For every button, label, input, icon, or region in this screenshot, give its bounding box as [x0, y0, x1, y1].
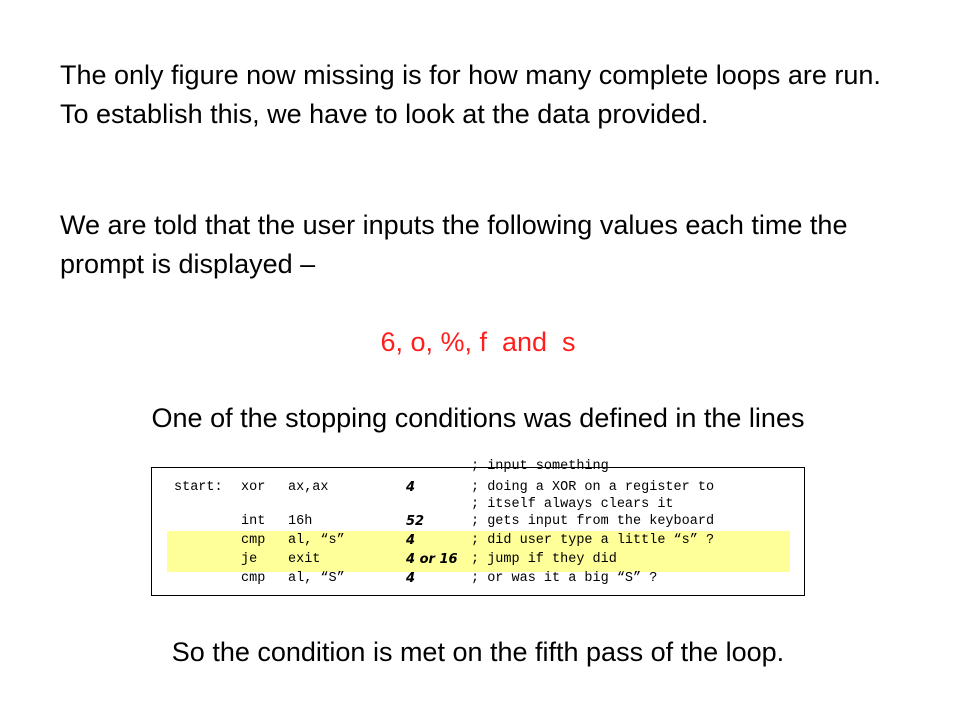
- code-row: [152, 550, 804, 570]
- code-row: [152, 512, 804, 532]
- code-comment: ; jump if they did: [471, 552, 617, 567]
- code-opcode: cmp: [241, 533, 266, 548]
- stopping-condition-text: One of the stopping conditions was defined in the lines: [151, 403, 805, 433]
- cycle-count-annotation: 4: [406, 571, 416, 586]
- code-operands: 16h: [288, 514, 313, 529]
- conclusion-text: So the condition is met on the fifth pass of the loop.: [171, 637, 785, 667]
- code-opcode: xor: [241, 480, 266, 495]
- cycle-count-annotation: 4: [406, 480, 416, 495]
- code-row: [152, 531, 804, 551]
- code-label: start:: [174, 480, 223, 495]
- code-operands: ax,ax: [288, 480, 329, 495]
- code-comment: ; doing a XOR on a register to: [471, 480, 715, 495]
- code-opcode: je: [241, 552, 258, 567]
- code-row: [152, 569, 804, 589]
- code-comment: ; input something: [471, 459, 609, 474]
- code-opcode: cmp: [241, 571, 266, 586]
- code-comment: ; did user type a little “s” ?: [471, 533, 715, 548]
- code-operands: exit: [288, 552, 321, 567]
- intro-paragraph: The only figure now missing is for how many complete loops are run. To establish this, we have to look at the data provided.: [60, 60, 881, 129]
- code-opcode: int: [241, 514, 266, 529]
- code-comment: ; itself always clears it: [471, 497, 674, 512]
- inputs-paragraph: We are told that the user inputs the following values each time the prompt is displayed –: [60, 210, 848, 279]
- code-operands: al, “S”: [288, 571, 345, 586]
- cycle-count-annotation: 52: [406, 514, 425, 529]
- cycle-count-annotation: 4 or 16: [406, 552, 458, 567]
- input-values: 6, o, %, f and s: [380, 327, 576, 357]
- code-operands: al, “s”: [288, 533, 345, 548]
- code-comment: ; gets input from the keyboard: [471, 514, 715, 529]
- code-row: [152, 457, 804, 477]
- code-listing: [151, 459, 805, 596]
- cycle-count-annotation: 4: [406, 533, 416, 548]
- code-comment: ; or was it a big “S” ?: [471, 571, 658, 586]
